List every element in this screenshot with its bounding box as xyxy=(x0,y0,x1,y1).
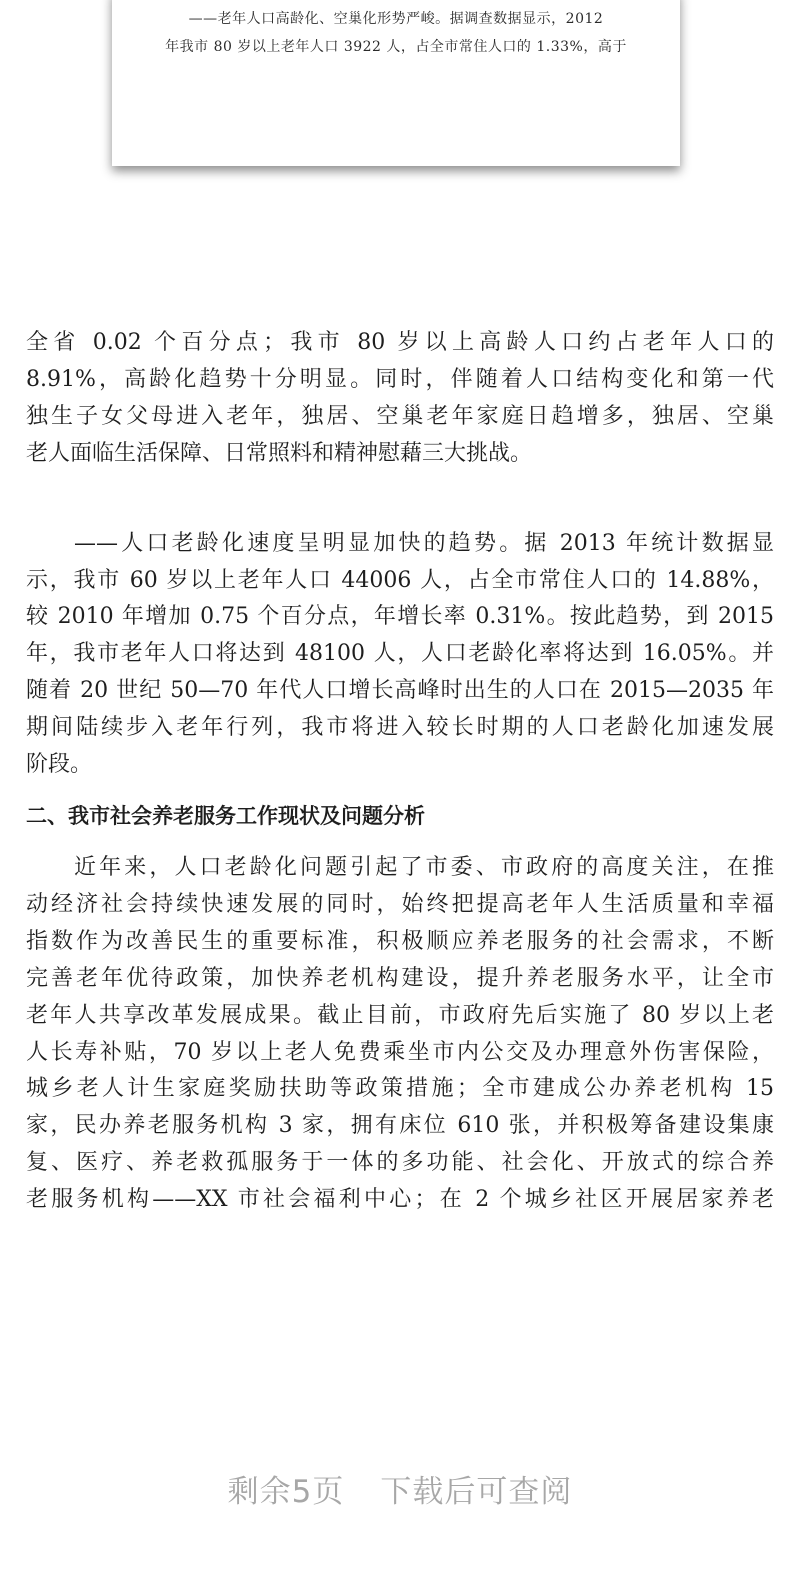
text-line: 完善老年优待政策，加快养老机构建设，提升养老服务水平，让全市 xyxy=(26,965,774,991)
text-line: 8.91%，高龄化趋势十分明显。同时，伴随着人口结构变化和第一代 xyxy=(26,366,774,392)
text-line: ——人口老龄化速度呈明显加快的趋势。据 2013 年统计数据显 xyxy=(74,530,774,556)
text-line: 近年来，人口老龄化问题引起了市委、市政府的高度关注，在推 xyxy=(74,854,774,880)
paragraph-service-status xyxy=(26,850,774,1219)
text-line: 家，民办养老服务机构 3 家，拥有床位 610 张，并积极筹备建设集康 xyxy=(26,1113,774,1139)
document-body xyxy=(26,325,774,1219)
text-line: 随着 20 世纪 50—70 年代人口增长高峰时出生的人口在 2015—2035 年 xyxy=(26,678,774,704)
paragraph-elderly-proportion xyxy=(26,325,774,473)
text-line: 全省 0.02 个百分点；我市 80 岁以上高龄人口约占老年人口的 xyxy=(26,330,774,355)
text-line: 复、医疗、养老救孤服务于一体的多功能、社会化、开放式的综合养 xyxy=(26,1150,774,1176)
text-line: 人长寿补贴，70 岁以上老人免费乘坐市内公交及办理意外伤害保险， xyxy=(26,1039,774,1065)
text-line: 动经济社会持续快速发展的同时，始终把提高老年人生活质量和幸福 xyxy=(26,891,774,917)
download-to-read-label[interactable]: 下载后可查阅 xyxy=(380,1474,573,1510)
remaining-pages-label[interactable]: 剩余5页 xyxy=(227,1474,345,1510)
text-line: 老服务机构——XX 市社会福利中心；在 2 个城乡社区开展居家养老 xyxy=(26,1187,774,1213)
read-more-prompt[interactable] xyxy=(0,1466,800,1511)
preview-text-line: ——老年人口高龄化、空巢化形势严峻。据调查数据显示，2012 xyxy=(188,11,604,27)
text-line: 指数作为改善民生的重要标准，积极顺应养老服务的社会需求，不断 xyxy=(26,928,774,954)
text-line: 老年人共享改革发展成果。截止目前，市政府先后实施了 80 岁以上老 xyxy=(26,1002,774,1028)
text-line: 期间陆续步入老年行列，我市将进入较长时期的人口老龄化加速发展 xyxy=(26,715,774,741)
text-line: 阶段。 xyxy=(26,752,93,778)
section-heading: 二、我市社会养老服务工作现状及问题分析 xyxy=(26,803,425,828)
text-line: 示，我市 60 岁以上老年人口 44006 人，占全市常住人口的 14.88%， xyxy=(26,567,774,593)
text-line: 城乡老人计生家庭奖励扶助等政策措施；全市建成公办养老机构 15 xyxy=(26,1076,774,1102)
text-line: 老人面临生活保障、日常照料和精神慰藉三大挑战。 xyxy=(26,440,533,466)
paragraph-aging-trend xyxy=(26,526,774,784)
preview-text-line: 年我市 80 岁以上老年人口 3922 人，占全市常住人口的 1.33%，高于 xyxy=(165,39,627,55)
page-preview-card xyxy=(112,0,680,166)
text-line: 较 2010 年增加 0.75 个百分点，年增长率 0.31%。按此趋势，到 2015 xyxy=(26,604,774,630)
text-line: 年，我市老年人口将达到 48100 人，人口老龄化率将达到 16.05%。并 xyxy=(26,641,774,667)
text-line: 独生子女父母进入老年，独居、空巢老年家庭日趋增多，独居、空巢 xyxy=(26,403,774,429)
